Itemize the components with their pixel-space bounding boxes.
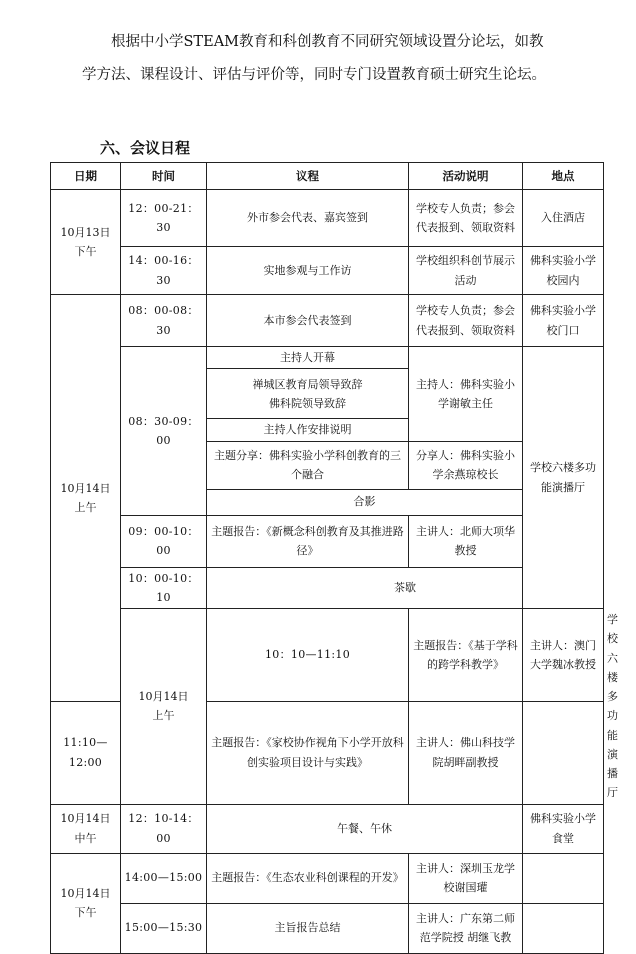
- time-cell: 10：10—11:10: [207, 609, 409, 702]
- agenda-cell: 实地参观与工作访: [207, 247, 409, 295]
- time-cell: 12：00-21：30: [121, 190, 207, 247]
- intro-paragraph: 根据中小学STEAM教育和科创教育不同研究领域设置分论坛，如教学方法、课程设计、评估与评价等，同时专门设置教育硕士研究生论坛。: [82, 34, 546, 83]
- agenda-line: 佛科院领导致辞: [269, 396, 346, 410]
- agenda-cell: 合影: [207, 489, 523, 515]
- note-cell: 学校组织科创节展示活动: [409, 247, 523, 295]
- date-cell: [51, 295, 121, 702]
- table-row: [51, 903, 604, 953]
- header-note: 活动说明: [409, 163, 523, 190]
- agenda-cell: 主题报告：《家校协作视角下小学开放科创实验项目设计与实践》: [207, 701, 409, 804]
- table-row: [51, 804, 604, 853]
- section-heading: 六、会议日程: [100, 139, 191, 157]
- note-cell: 学校专人负责；参会代表报到、领取资料: [409, 295, 523, 347]
- time-cell: 08：30-09：00: [121, 347, 207, 516]
- period-label: 上午: [74, 500, 97, 514]
- place-cell: 佛科实验小学食堂: [523, 804, 604, 853]
- agenda-cell: 主题报告：《基于学科的跨学科教学》: [409, 609, 523, 702]
- table-row: [51, 515, 604, 567]
- place-cell: 佛科实验小学校门口: [523, 295, 604, 347]
- date-label: 10月14日: [138, 690, 189, 703]
- date-cell: [51, 190, 121, 295]
- table-row: [51, 247, 604, 295]
- period-label: 中午: [74, 831, 97, 845]
- header-time: 时间: [121, 163, 207, 190]
- header-agenda: 议程: [207, 163, 409, 190]
- note-cell: 主讲人：澳门大学魏冰教授: [523, 609, 604, 702]
- date-cell: [51, 804, 121, 853]
- table-row: 10月14日 上午 10：10—11:10 主题报告：《基于学科的跨学科教学》 主讲人：澳门大学魏冰教授 学校六楼多功能演播厅: [51, 609, 604, 702]
- agenda-cell: 外市参会代表、嘉宾签到: [207, 190, 409, 247]
- date-cell: [121, 609, 207, 805]
- header-place: 地点: [523, 163, 604, 190]
- date-label: 10月13日: [60, 225, 111, 239]
- place-cell: 入住酒店: [523, 190, 604, 247]
- table-row: [51, 190, 604, 247]
- time-cell: 11:10—12:00: [51, 701, 121, 804]
- time-cell: 08：00-08：30: [121, 295, 207, 347]
- note-cell: 主持人：佛科实验小学谢敏主任: [409, 347, 523, 442]
- place-cell: [523, 903, 604, 953]
- place-cell: 学校六楼多功能演播厅: [523, 347, 604, 609]
- header-date: 日期: [51, 163, 121, 190]
- place-cell: 佛科实验小学校园内: [523, 247, 604, 295]
- agenda-cell: 主题分享：佛科实验小学科创教育的三个融合: [207, 441, 409, 489]
- date-label: 10月14日: [60, 812, 111, 826]
- agenda-cell: 本市参会代表签到: [207, 295, 409, 347]
- note-cell: 分享人：佛科实验小学余燕琼校长: [409, 441, 523, 489]
- time-cell: 10：00-10：10: [121, 567, 207, 609]
- agenda-cell: 主持人作安排说明: [207, 419, 409, 441]
- note-cell: 主讲人：佛山科技学院胡畔副教授: [409, 701, 523, 804]
- place-cell: [523, 853, 604, 903]
- date-cell: [51, 853, 121, 953]
- agenda-cell: 午餐、午休: [207, 804, 523, 853]
- time-cell: 14：00-16：30: [121, 247, 207, 295]
- agenda-cell: 主持人开幕: [207, 347, 409, 369]
- note-cell: 主讲人：深圳玉龙学校谢国瓘: [409, 853, 523, 903]
- table-row: [51, 295, 604, 347]
- note-cell: 主讲人：广东第二师范学院授 胡继飞教: [409, 903, 523, 953]
- period-label: 下午: [74, 245, 97, 258]
- agenda-cell: 主题报告：《新概念科创教育及其推进路径》: [207, 515, 409, 567]
- agenda-cell: 主旨报告总结: [207, 903, 409, 953]
- period-label: 下午: [74, 906, 97, 919]
- schedule-table: [50, 162, 618, 954]
- table-row: [51, 853, 604, 903]
- table-row: [51, 347, 604, 369]
- table-row: [51, 567, 604, 609]
- note-cell: 学校专人负责；参会代表报到、领取资料: [409, 190, 523, 247]
- time-cell: 09：00-10：00: [121, 515, 207, 567]
- break-cell: 茶歇: [207, 567, 604, 609]
- note-cell: 主讲人：北师大项华教授: [409, 515, 523, 567]
- time-cell: 14:00—15:00: [121, 853, 207, 903]
- agenda-cell: 主题报告：《生态农业科创课程的开发》: [207, 853, 409, 903]
- time-cell: 12：10-14：00: [121, 804, 207, 853]
- agenda-cell: [207, 369, 409, 419]
- date-label: 10月14日: [60, 886, 111, 900]
- table-header-row: [51, 163, 604, 190]
- time-cell: 15:00—15:30: [121, 903, 207, 953]
- period-label: 上午: [152, 709, 175, 723]
- date-label: 10月14日: [60, 481, 111, 495]
- agenda-line: 禅城区教育局领导致辞: [252, 377, 363, 391]
